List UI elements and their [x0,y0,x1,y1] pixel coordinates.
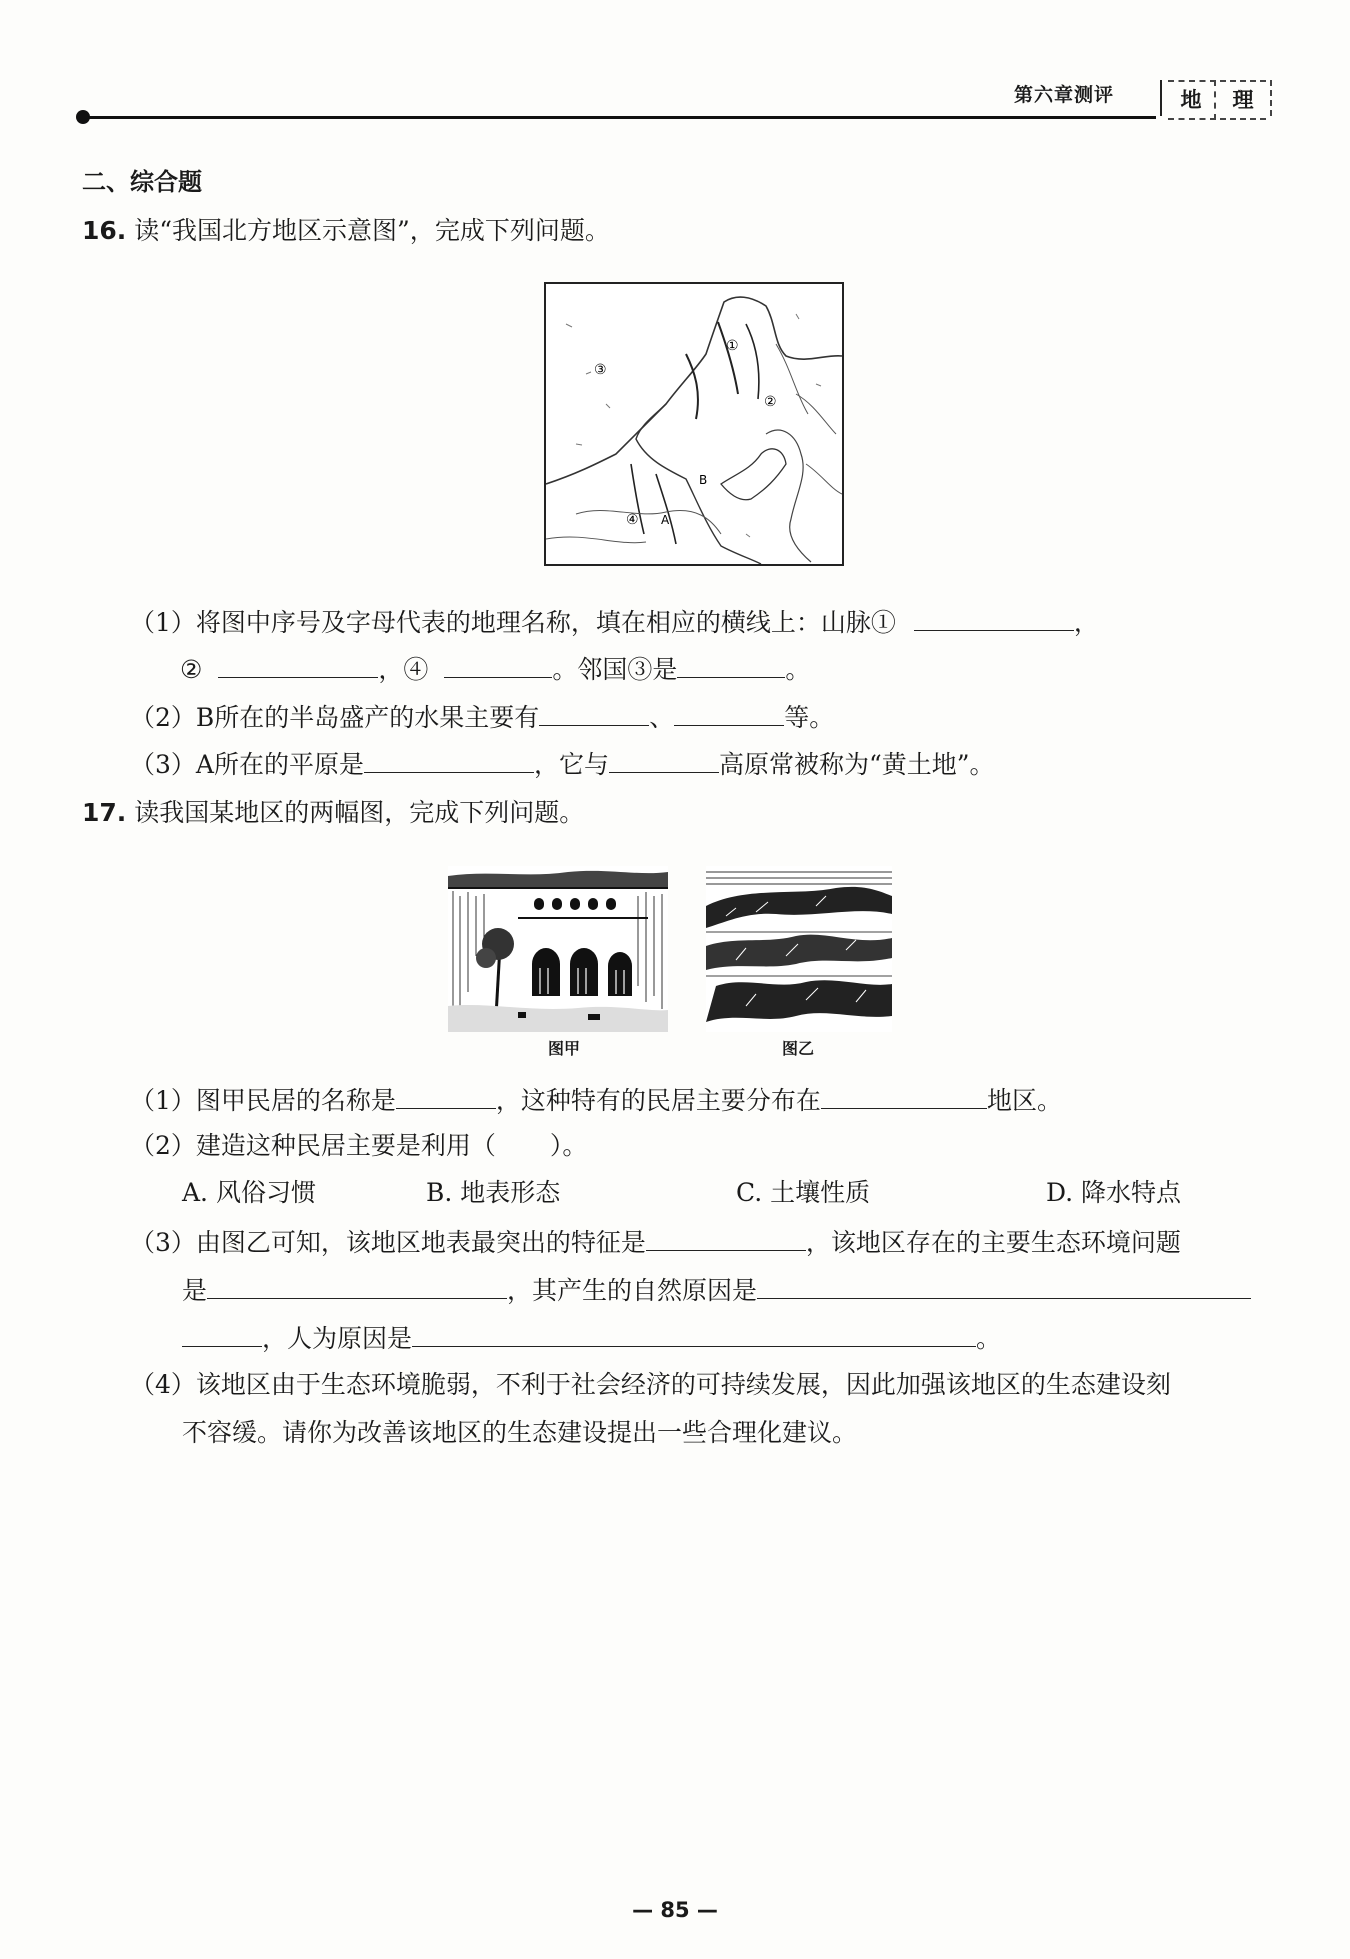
q17-p3-is: 是 [182,1276,208,1305]
map-label-2: ② [764,394,777,410]
section-title: 二、综合题 [82,168,202,196]
page-number: — 85 — [632,1898,718,1922]
q16-blank-fruit1[interactable] [539,699,649,726]
q17-p3-text: （3）由图乙可知，该地区地表最突出的特征是 [130,1228,646,1257]
q17-blank-natural-cause[interactable] [757,1272,1251,1299]
q16-blank-area4[interactable] [444,651,552,678]
subject-char-1: 地 [1168,80,1216,120]
q17-option-d[interactable]: D. 降水特点 [1046,1178,1182,1207]
header-rule [84,116,1156,119]
q17-option-c[interactable]: C. 土壤性质 [736,1178,871,1207]
map-label-1: ① [726,338,739,354]
q17-blank-surface[interactable] [646,1224,806,1251]
q16-blank-plain[interactable] [364,746,534,773]
q17-p2-text: （2）建造这种民居主要是利用（ [130,1131,496,1160]
header-chapter-title: 第六章测评 [1014,84,1115,106]
q17-p3-human: ，人为原因是 [262,1324,413,1353]
q16-p1-text: （1）将图中序号及字母代表的地理名称，填在相应的横线上：山脉① [130,608,896,637]
map-label-b: B [699,473,708,487]
q16-part2 [130,699,834,735]
q16-p1-sep: ，④ [378,655,429,684]
q17-p1-mid: ，这种特有的民居主要分布在 [495,1086,821,1115]
q16-p1-period: 。 [785,655,811,684]
q16-p1-num2: ② [180,655,203,684]
loess-plateau-figure [706,866,892,1032]
q17-blank-problem[interactable] [207,1272,507,1299]
q17-part3-line3 [182,1320,1001,1356]
q17-part3-line2 [182,1272,1251,1308]
q16-p1-neighbor: 。邻国③是 [552,655,678,684]
q17-p2-end: ）。 [549,1131,588,1160]
q17-p1-end: 地区。 [986,1086,1062,1115]
q16-part1-line1 [130,604,1099,640]
q17-blank-dwelling[interactable] [396,1082,496,1109]
subject-char-2: 理 [1220,80,1266,120]
page-number-value: 85 [660,1898,690,1922]
fig2-caption: 图乙 [782,1039,815,1058]
q16-p2-end: 等。 [784,703,835,732]
map-label-a: A [661,513,670,527]
q17-number: 17. [82,798,127,827]
q17-option-b[interactable]: B. 地表形态 [426,1178,561,1207]
q17-part4-line1: （4）该地区由于生态环境脆弱，不利于社会经济的可持续发展，因此加强该地区的生态建设刻 [130,1370,1171,1399]
q17-stem-text: 读我国某地区的两幅图，完成下列问题。 [134,798,585,827]
q17-p3-period: 。 [976,1324,1002,1353]
q16-p2-text: （2）B所在的半岛盛产的水果主要有 [130,703,540,732]
q17-stem [82,796,584,830]
q16-part3 [130,746,995,782]
q17-part3-line1 [130,1224,1181,1260]
map-label-4: ④ [626,512,639,528]
q17-part1 [130,1082,1062,1118]
q17-p3-problem: ，该地区存在的主要生态环境问题 [805,1228,1181,1257]
fig1-caption: 图甲 [548,1039,581,1058]
q17-part4-line2: 不容缓。请你为改善该地区的生态建设提出一些合理化建议。 [182,1418,858,1447]
q16-stem-text: 读“我国北方地区示意图”，完成下列问题。 [134,216,610,245]
q17-p1-text: （1）图甲民居的名称是 [130,1086,396,1115]
q16-blank-mountain1[interactable] [914,604,1074,631]
q16-blank-neighbor[interactable] [677,651,785,678]
q16-blank-mountain2[interactable] [218,651,378,678]
q17-blank-region[interactable] [821,1082,987,1109]
north-china-map [544,282,844,566]
header-subject-tag [1160,80,1272,116]
q17-blank-human-cause[interactable] [412,1320,976,1347]
q16-p3-mid: ，它与 [533,750,609,779]
map-label-3: ③ [594,362,607,378]
q17-blank-natural-cause-cont[interactable] [182,1320,262,1347]
q16-part1-line2 [180,651,810,687]
q17-option-a[interactable]: A. 风俗习惯 [182,1178,316,1207]
q17-part2 [130,1129,587,1163]
q16-stem [82,214,610,248]
cave-dwelling-figure [448,866,668,1032]
q16-p2-sep: 、 [649,703,675,732]
q16-blank-plateau[interactable] [609,746,719,773]
map-drawing [546,284,842,564]
q16-p1-comma: ， [1073,608,1099,637]
q17-p3-natural: ，其产生的自然原因是 [507,1276,758,1305]
q16-p3-text: （3）A所在的平原是 [130,750,364,779]
q16-p3-end: 高原常被称为“黄土地”。 [718,750,995,779]
q16-number: 16. [82,216,127,245]
q16-blank-fruit2[interactable] [674,699,784,726]
